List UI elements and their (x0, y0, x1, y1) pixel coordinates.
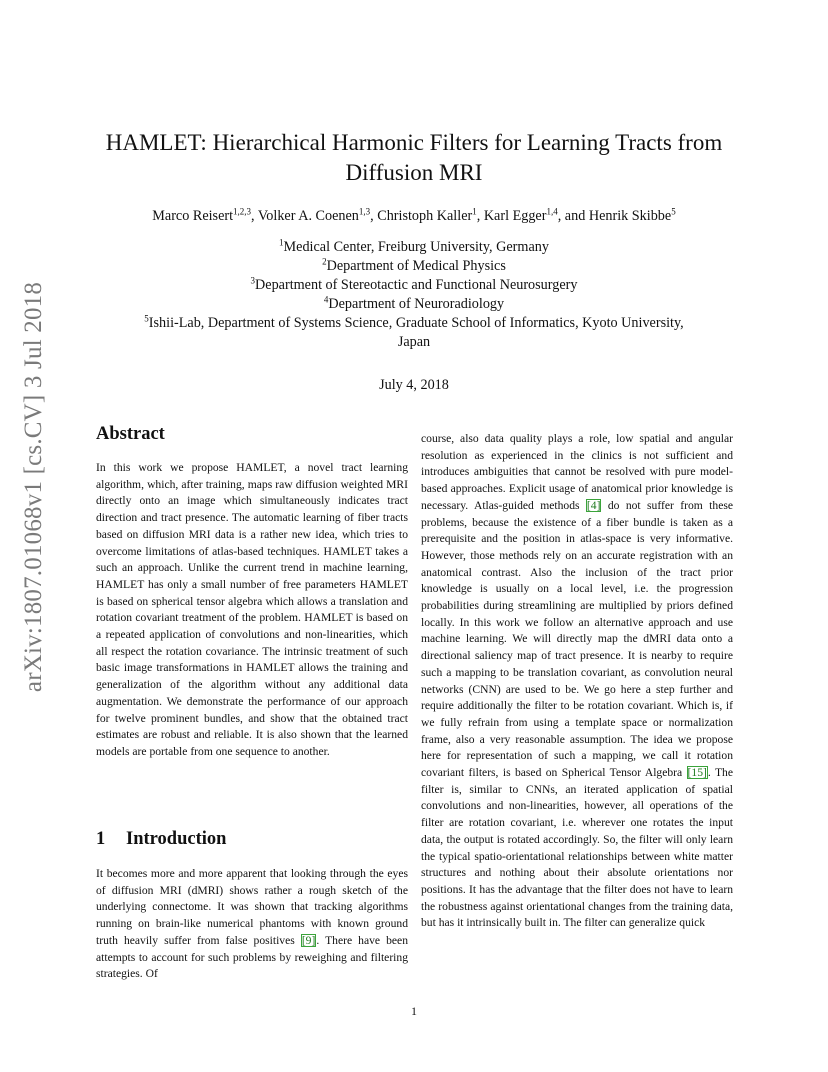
intro-text: It becomes more and more apparent that looking through the eyes of diffusion MRI (dMRI) shows rather a rough sketch of the underlying connectome. It was shown that tracking algorithms running on brain-like numerical phantoms with known ground truth heavily suffer from false positives [9]. There have been attempts to account for such problems by reweighing and filtering strategies. Of (96, 867, 408, 981)
affiliation: $^2$Department of Medical Physics (322, 256, 506, 274)
author: Volker A. Coenen$^{1,3}$, (257, 206, 378, 224)
affiliation: Japan (397, 334, 431, 350)
arxiv-stamp[interactable]: arXiv:1807.01068v1 [cs.CV] 3 Jul 2018 (20, 281, 47, 693)
affiliation: $^3$Department of Stereotactic and Functional Neurosurgery (250, 275, 578, 293)
citation-link[interactable]: [4] (586, 498, 601, 512)
title-line-2: Diffusion MRI (345, 160, 483, 185)
page-number: 1 (411, 1004, 417, 1018)
right-column-text: course, also data quality plays a role, low spatial and angular resolution as experienced in the clinics is not sufficient and introduces ambiguities that cannot be resolved with pure model-based approaches. Explicit usage of anatomical prior knowledge is necessary. Atlas-guided methods [4] do not suffer from these problems, because the existence of a fiber bundle is taken as a prerequisite and the position in atlas-space is very informative. However, those methods rely on an accurate registration with an anatomical contrast. Also the inclusion of the tract prior knowledge is usually on a local level, i.e. the progression probabilities during streamlining are multiplied by priors defined locally. In this work we follow an alternative approach and use machine learning. We will directly map the dMRI data onto a directional saliency map of tract presence. It is nearby to require such a mapping to be translation covariant, as convolution neural networks (CNN) are used to be. We go here a step further and require additionally the filter to be rotation covariant. Which is, if we fully refrain from using a template space or normalization frame, also a very reasonable assumption. The idea we propose here for representation of such a mapping, we call it rotation covariant filters, is based on Spherical Tensor Algebra [15]. The filter is, similar to CNNs, an iterated application of spatial convolutions and non-linearities, however, all operations of the filter are rotation covariant, i.e. wherever one rotates the input data, the output is rotated accordingly. So, the filter will only learn the typical spatio-orientational relationships between white matter structures and nothing about their absolute orientations nor positions. It has the advantage that the filter does not have to learn the robustness against orientational changes from the training data, but has it intrinsically built in. The filter can generalize quick (421, 432, 734, 930)
intro-heading (96, 829, 226, 850)
abstract-heading: Abstract (96, 424, 165, 444)
author: Christoph Kaller$^1$, (377, 206, 484, 224)
paper-date: July 4, 2018 (379, 377, 449, 393)
title-line-1: HAMLET: Hierarchical Harmonic Filters for Learning Tracts from (105, 130, 723, 155)
author: Marco Reisert$^{1,2,3}$, (152, 206, 258, 224)
author-list (60, 206, 768, 226)
affiliation-list (60, 238, 768, 352)
paper-title (60, 128, 768, 188)
section-title: Introduction (126, 829, 227, 849)
author: Henrik Skibbe$^5$ (588, 206, 676, 224)
abstract-text: In this work we propose HAMLET, a novel tract learning algorithm, which, after training, maps raw diffusion weighted MRI directly onto an image which simultaneously indicates tract direction and tract presence. The automatic learning of fiber tracts based on diffusion MRI data is a rather new idea, which tries to overcome limitations of atlas-based techniques. HAMLET takes a such an approach. Unlike the current trend in machine learning, HAMLET has only a small number of free parameters HAMLET is based on spherical tensor algebra which allows a translation and rotation covariant treatment of the problem. HAMLET is based on a repeated application of convolutions and non-linearities, which all respect the rotation covariance. The intrinsic treatment of such basic image transformations in HAMLET allows the training and generalization of the algorithm without any additional data augmentation. We demonstrate the performance of our approach for twelve prominent bundles, and show that the obtained tract estimates are robust and reliable. It is also shown that the learned models are portable from one sequence to another. (96, 461, 408, 758)
author: Karl Egger$^{1,4}$, and (483, 206, 589, 224)
affiliation: $^5$Ishii-Lab, Department of Systems Science, Graduate School of Informatics, Kyoto University, (144, 313, 684, 331)
affiliation: $^4$Department of Neuroradiology (323, 294, 505, 312)
citation-link[interactable]: [9] (301, 933, 316, 947)
citation-link[interactable]: [15] (687, 766, 707, 780)
affiliation: $^1$Medical Center, Freiburg University, Germany (279, 237, 549, 255)
section-number: 1 (96, 829, 106, 849)
